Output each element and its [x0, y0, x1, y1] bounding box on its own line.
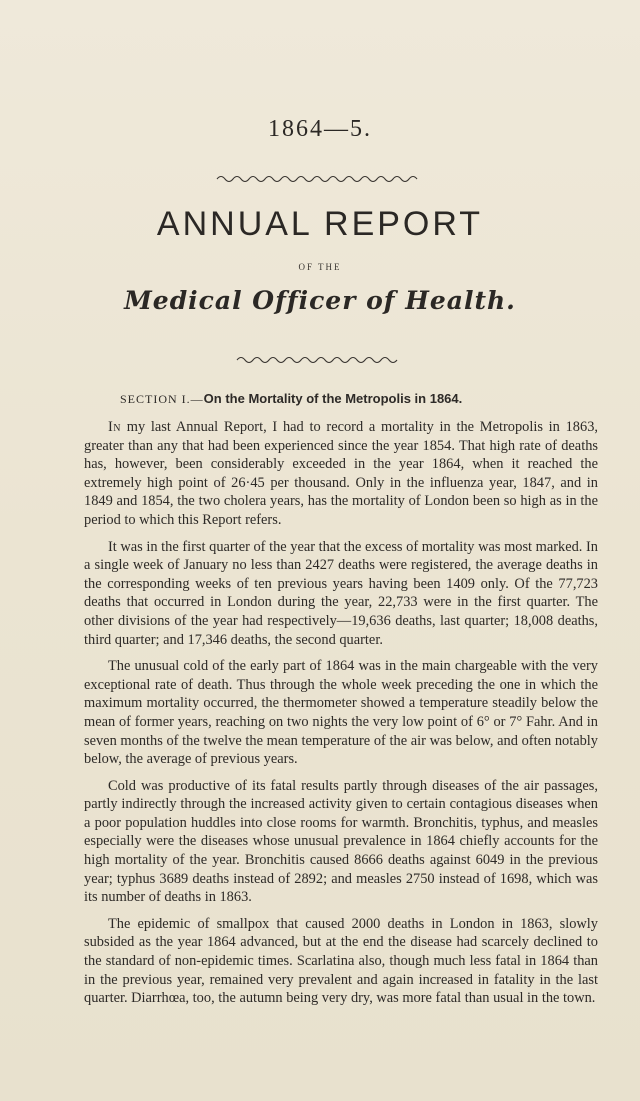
section-label: SECTION I.— — [120, 392, 204, 406]
paragraph-text: my last Annual Report, I had to record a mortality in the Metropolis in 1863, greater than any that had been experienced since the year 1854. That high rate of deaths has, however, been considerably exceeded in the year 1864, when it reached the extremely high point of 26·45 per thousand. Only in the influenza year, 1847, and in 1849 and 1854, the two cholera years, has the mortality of London been so high as in the period to which this Report refers. — [84, 419, 598, 528]
of-the-label: OF THE — [298, 262, 342, 272]
report-title: ANNUAL REPORT — [156, 205, 484, 243]
section-title: On the Mortality of the Metropolis in 1864. — [203, 391, 463, 406]
year-heading: 1864—5. — [268, 116, 372, 142]
paragraph: Cold was productive of its fatal results partly through diseases of the air passages, partly indirectly through the increased activity given to certain contagious diseases when a poor population huddles into close rooms for warmth. Bronchitis, typhus, and measles especially were the diseases whose unusual prevalence in 1864 chiefly accounts for the high mortality of the year. Bronchitis caused 8666 deaths against 6049 in the previous year; typhus 3689 deaths instead of 2892; and measles 2750 instead of 1698, which was its number of deaths in 1863. — [84, 777, 598, 906]
wave-ornament-top — [0, 170, 640, 189]
wave-ornament-icon — [215, 173, 425, 185]
paragraph: It was in the first quarter of the year that the excess of mortality was most marked. In a single week of January no less than 2427 deaths were registered, the average deaths in the corresponding weeks of ten previous years having been 1409 only. Of the 77,723 deaths that occurred in London during the year, 22,733 were in the first quarter. The other divisions of the year had respectively—19,636 deaths, last quarter; 18,008 deaths, third quarter; and 17,346 deaths, the second quarter. — [84, 538, 598, 648]
body-text — [84, 418, 598, 1016]
wave-ornament-bottom — [0, 351, 640, 370]
section-heading — [120, 391, 462, 407]
paragraph — [84, 418, 598, 530]
paragraph: The epidemic of smallpox that caused 2000 deaths in London in 1863, slowly subsided as the year 1864 advanced, but at the end the disease had scarcely declined to the standard of non-epidemic times. Scarlatina also, though much less fatal in 1864 than in the previous year, remained very prevalent and again increased in fatality in the last quarter. Diarrhœa, too, the autumn being very dry, was more fatal than usual in the town. — [84, 915, 598, 1007]
report-subtitle: Medical Officer of Health. — [124, 286, 516, 315]
paragraph-lead: In — [108, 419, 122, 435]
paragraph: The unusual cold of the early part of 1864 was in the main chargeable with the very exceptional rate of death. Thus through the whole week preceding the one in which the maximum mortality occurred, the thermometer showed a temperature steadily below the mean of former years, reaching on two nights the very low point of 6° or 7° Fahr. And in seven months of the twelve the mean temperature of the air was below, and often notably below, the average of previous years. — [84, 658, 598, 768]
wave-ornament-icon — [235, 354, 405, 366]
